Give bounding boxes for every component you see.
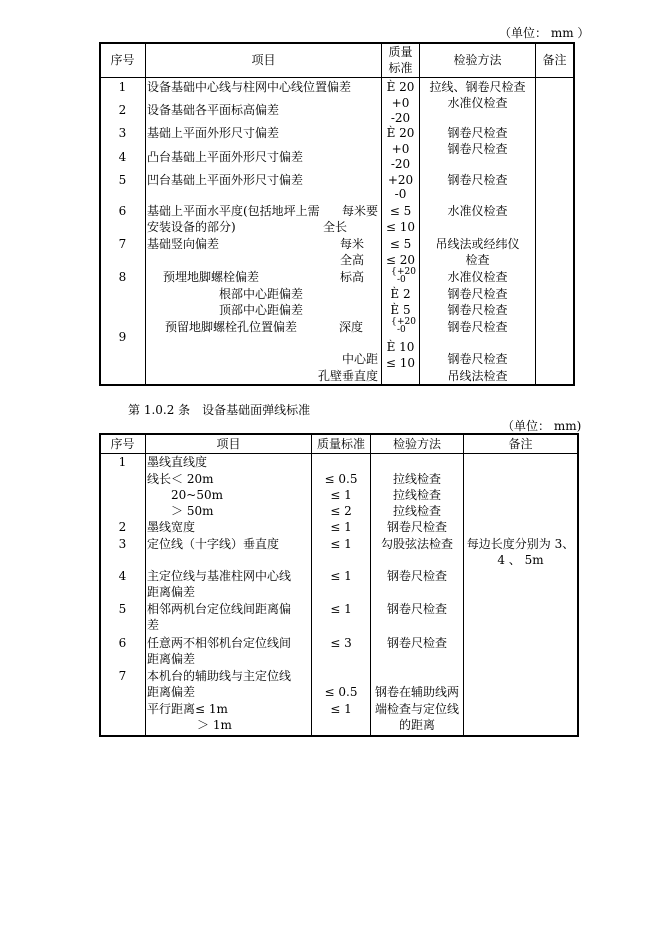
- table2-row1-std-1: ≤ 0.5: [324, 472, 358, 486]
- table2-row1-method-1: 拉线检查: [392, 472, 441, 486]
- table1-row2-method: 水准仪检查: [447, 96, 508, 110]
- table1-row5-std-1: +20: [387, 173, 414, 187]
- table1-row7-no: 7: [118, 237, 127, 251]
- table1-row8-method-2: 钢卷尺检查: [447, 287, 508, 301]
- table1-unit: （单位： mm ）: [499, 26, 590, 40]
- table2-row1-std-2: ≤ 1: [330, 488, 352, 502]
- table1-row9-std-3: ≤ 10: [385, 356, 416, 370]
- table2-row6-item-1: 任意两不相邻机台定位线间: [147, 636, 292, 650]
- table1-row4-method: 钢卷尺检查: [447, 142, 508, 156]
- table2-row1-method-3: 拉线检查: [392, 504, 441, 518]
- table1-header-border: [100, 77, 574, 78]
- table1-header-item: 项目: [251, 53, 276, 67]
- table1-row9-sub-1: 深度: [339, 320, 364, 334]
- table2-row5-method: 钢卷尺检查: [386, 602, 447, 616]
- table2-row1-item: 墨线直线度: [147, 455, 208, 469]
- table1-row1-std: È 20: [386, 80, 415, 94]
- table2-row7-item-1: 本机台的辅助线与主定位线: [147, 669, 292, 683]
- table1-row7-sub-2: 全高: [340, 253, 365, 267]
- table1-row4-std-1: +0: [391, 142, 410, 156]
- table1-row3-method: 钢卷尺检查: [447, 126, 508, 140]
- table1-row6-no: 6: [118, 204, 127, 218]
- table2-row2-item: 墨线宽度: [147, 520, 196, 534]
- table1-row1-method: 拉线、钢卷尺检查: [429, 80, 526, 94]
- table2-row1-method-2: 拉线检查: [392, 488, 441, 502]
- table1-row2-item: 设备基础各平面标高偏差: [147, 103, 280, 117]
- table2-row7-item-2: 距离偏差: [147, 685, 196, 699]
- table1-col-divider-1: [145, 42, 146, 385]
- table2-remark-line-2: 4 、 5m: [497, 553, 544, 567]
- table2-row5-item-2: 差: [147, 618, 160, 632]
- table2-row4-method: 钢卷尺检查: [386, 569, 447, 583]
- table1-right-border: [573, 42, 575, 386]
- table2-row1-no: 1: [118, 455, 127, 469]
- table2-row7-no: 7: [118, 669, 127, 683]
- table1-row5-no: 5: [118, 173, 127, 187]
- table2-row4-item-2: 距离偏差: [147, 585, 196, 599]
- table1-row7-item: 基础竖向偏差: [147, 237, 220, 251]
- table1-header-method: 检验方法: [453, 53, 502, 67]
- table2-row2-method: 钢卷尺检查: [386, 520, 447, 534]
- table2-row6-no: 6: [118, 636, 127, 650]
- table1-row2-std-2: -20: [390, 111, 411, 125]
- table1-row8-std-bot: -0: [397, 275, 406, 285]
- table2-right-border: [577, 433, 579, 737]
- table2-header-item: 项目: [216, 437, 241, 451]
- table2-left-border: [99, 433, 101, 737]
- table1-row3-item: 基础上平面外形尺寸偏差: [147, 126, 280, 140]
- table2-row3-std: ≤ 1: [330, 537, 352, 551]
- table1-row7-method-1: 吊线法或经纬仪: [435, 237, 520, 251]
- section-title: 第 1.0.2 条 设备基础面弹线标准: [128, 403, 311, 417]
- table1-row5-item: 凹台基础上平面外形尺寸偏差: [147, 173, 304, 187]
- table1-bottom-border: [100, 384, 574, 386]
- table1-row6-method: 水准仪检查: [447, 204, 508, 218]
- table1-row9-item: 预留地脚螺栓孔位置偏差: [165, 320, 298, 334]
- table1-row8-std-3: È 5: [390, 303, 411, 317]
- table1-row7-std-1: ≤ 5: [389, 237, 412, 251]
- table1-row8-item-2: 根部中心距偏差: [219, 287, 304, 301]
- table1-row9-std-bot: -0: [397, 325, 406, 335]
- table1-header-remark: 备注: [542, 53, 567, 67]
- table2-row3-no: 3: [118, 537, 127, 551]
- table1-header-no: 序号: [110, 53, 135, 67]
- table1-row3-no: 3: [118, 126, 127, 140]
- table1-row9-std-2: È 10: [386, 340, 415, 354]
- table1-row9-brace-icon: {: [391, 317, 397, 327]
- table1-row8-sub-1: 标高: [340, 270, 365, 284]
- table1-row6-std-2: ≤ 10: [385, 220, 416, 234]
- table2-header-border: [100, 453, 578, 454]
- table2-top-border: [100, 433, 578, 435]
- table1-header-quality-2: 标准: [388, 61, 413, 75]
- table2-header-no: 序号: [110, 437, 135, 451]
- table2-row5-no: 5: [118, 602, 127, 616]
- table1-row3-std: È 20: [386, 126, 415, 140]
- table2-row6-method: 钢卷尺检查: [386, 636, 447, 650]
- table1-row7-sub-1: 每米: [340, 237, 365, 251]
- table2-row7-item-4: ＞ 1m: [197, 718, 232, 732]
- table1-top-border: [100, 42, 574, 44]
- table1-row5-std-2: -0: [394, 187, 407, 201]
- table1-row8-no: 8: [118, 270, 127, 284]
- table2-row5-item-1: 相邻两机台定位线间距离偏: [147, 602, 292, 616]
- table2-row4-no: 4: [118, 569, 127, 583]
- table1-row1-no: 1: [118, 80, 127, 94]
- table2-row1-sub-1: 线长＜ 20m: [147, 472, 214, 486]
- table2-row7-method-3: 的距离: [398, 718, 435, 732]
- table1-row9-method-3: 钢卷尺检查: [447, 352, 508, 366]
- table2-row2-std: ≤ 1: [330, 520, 352, 534]
- table2-row7-std-2: ≤ 1: [330, 702, 352, 716]
- table1-col-divider-4: [535, 42, 536, 385]
- table2-row5-std: ≤ 1: [330, 602, 352, 616]
- table1-row8-method-1: 水准仪检查: [447, 270, 508, 284]
- table2-row1-std-3: ≤ 2: [330, 504, 352, 518]
- table1-row9-sub-2: 中心距: [342, 352, 379, 366]
- table2-row7-item-3: 平行距离≤ 1m: [147, 702, 228, 716]
- table1-header-quality-1: 质量: [388, 45, 413, 59]
- table1-row4-std-2: -20: [390, 157, 411, 171]
- table2-row2-no: 2: [118, 520, 127, 534]
- table1-row9-method-4: 吊线法检查: [447, 369, 508, 383]
- table2-row7-method-2: 端检查与定位线: [374, 702, 459, 716]
- table1-row2-no: 2: [118, 103, 127, 117]
- table2-row4-item-1: 主定位线与基准柱网中心线: [147, 569, 292, 583]
- table1-row9-sub-3: 孔壁垂直度: [318, 369, 379, 383]
- table1-row6-sub-1: 每米要: [342, 204, 379, 218]
- table2-row7-std-1: ≤ 0.5: [324, 685, 358, 699]
- table1-row8-brace-icon: {: [391, 267, 397, 277]
- table2-remark-line-1: 每边长度分别为 3、: [466, 537, 575, 551]
- table1-row6-item-2: 安装设备的部分): [147, 220, 236, 234]
- table1-row6-std-1: ≤ 5: [389, 204, 412, 218]
- table2-header-quality: 质量标准: [316, 437, 365, 451]
- table1-row9-method-1: 钢卷尺检查: [447, 320, 508, 334]
- table2-unit: （单位： mm): [502, 419, 582, 433]
- table2-row3-method: 勾股弦法检查: [380, 537, 453, 551]
- table1-row8-item-3: 顶部中心距偏差: [219, 303, 304, 317]
- table1-row7-std-2: ≤ 20: [385, 253, 416, 267]
- table2-header-method: 检验方法: [392, 437, 441, 451]
- table2-col-divider-1: [145, 433, 146, 736]
- table1-row8-method-3: 钢卷尺检查: [447, 303, 508, 317]
- table1-row6-sub-2: 全长: [323, 220, 348, 234]
- table2-row3-item: 定位线（十字线）垂直度: [147, 537, 280, 551]
- table1-row7-method-2: 检查: [465, 253, 490, 267]
- table2-col-divider-4: [463, 433, 464, 736]
- table2-row1-sub-3: ＞ 50m: [171, 504, 214, 518]
- table1-row2-std-1: +0: [391, 96, 410, 110]
- table2-row7-method-1: 钢卷在辅助线两: [374, 685, 459, 699]
- table1-row4-item: 凸台基础上平面外形尺寸偏差: [147, 150, 304, 164]
- table1-row4-no: 4: [118, 150, 127, 164]
- table1-row8-item: 预埋地脚螺栓偏差: [163, 270, 260, 284]
- table2-bottom-border: [100, 735, 578, 737]
- table1-row6-item-1: 基础上平面水平度(包括地坪上需: [147, 204, 320, 218]
- table2-header-remark: 备注: [508, 437, 533, 451]
- table1-row8-std-2: È 2: [390, 287, 411, 301]
- table2-row6-item-2: 距离偏差: [147, 652, 196, 666]
- table1-row8-std-top: +20: [397, 267, 416, 277]
- table1-row1-item: 设备基础中心线与柱网中心线位置偏差: [147, 80, 352, 94]
- table1-row5-method: 钢卷尺检查: [447, 173, 508, 187]
- table2-row4-std: ≤ 1: [330, 569, 352, 583]
- table2-row1-sub-2: 20~50m: [171, 488, 223, 502]
- table2-row6-std: ≤ 3: [330, 636, 352, 650]
- table1-row9-no: 9: [118, 330, 127, 344]
- table1-row9-std-top: +20: [397, 317, 416, 327]
